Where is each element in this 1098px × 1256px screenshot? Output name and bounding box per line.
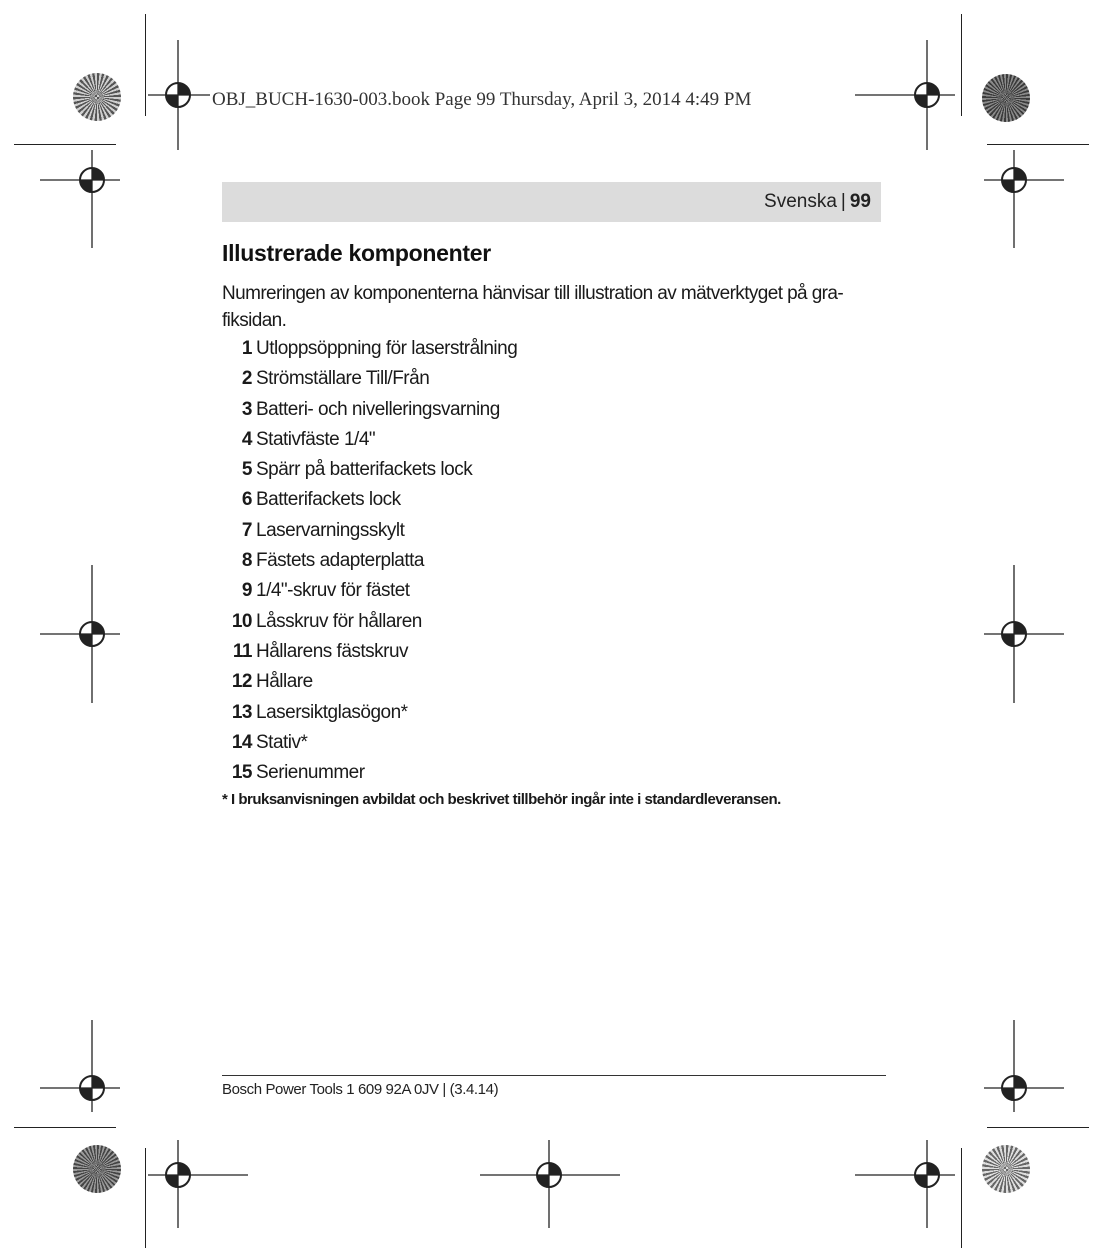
list-item [222, 546, 517, 576]
item-label: Batteri- och nivelleringsvarning [256, 398, 500, 420]
list-item [222, 395, 517, 425]
rosette-icon [982, 74, 1030, 122]
registration-mark-icon [855, 40, 975, 150]
registration-mark-icon [40, 1020, 150, 1130]
item-label: Lasersiktglasögon* [256, 701, 408, 723]
item-label: Strömställare Till/Från [256, 368, 430, 390]
list-item [222, 637, 517, 667]
header-language: Svenska [764, 191, 837, 212]
registration-mark-icon [960, 1020, 1070, 1130]
list-item [222, 334, 517, 364]
list-item [222, 516, 517, 546]
item-number: 7 [241, 519, 252, 541]
page-number: 99 [849, 191, 871, 212]
item-number: 2 [241, 368, 252, 390]
item-label: Hållare [256, 671, 313, 693]
registration-mark-icon [40, 120, 150, 250]
list-item [222, 758, 517, 788]
item-label: Hållarens fästskruv [256, 640, 409, 662]
registration-mark-icon [480, 1130, 620, 1230]
book-file-header: OBJ_BUCH-1630-003.book Page 99 Thursday, April 3, 2014 4:49 PM [212, 89, 752, 110]
item-number: 9 [241, 580, 252, 602]
list-item [222, 728, 517, 758]
header-separator: | [840, 191, 846, 212]
running-header-text [764, 191, 871, 213]
rosette-icon [73, 73, 121, 121]
item-label: Låsskruv för hållaren [256, 610, 422, 632]
item-number: 12 [231, 671, 252, 693]
item-number: 6 [241, 489, 252, 511]
running-header [222, 182, 881, 222]
list-item [222, 455, 517, 485]
item-number: 3 [241, 398, 252, 420]
item-number: 15 [231, 762, 252, 784]
registration-mark-icon [130, 1130, 250, 1230]
registration-mark-icon [960, 565, 1070, 705]
item-number: 5 [241, 459, 252, 481]
list-item [222, 364, 517, 394]
item-label: Spärr på batterifackets lock [256, 459, 473, 481]
list-item [222, 576, 517, 606]
list-item [222, 425, 517, 455]
list-item [222, 485, 517, 515]
item-number: 13 [231, 701, 252, 723]
item-label: Serienummer [256, 762, 365, 784]
item-number: 1 [241, 338, 252, 359]
registration-mark-icon [40, 565, 150, 705]
list-item [222, 667, 517, 697]
item-label: Stativfäste 1/4" [256, 428, 376, 450]
item-number: 14 [231, 731, 252, 753]
list-item [222, 607, 517, 637]
rosette-icon [73, 1145, 121, 1193]
item-label: Batterifackets lock [256, 489, 401, 511]
component-list [222, 334, 517, 788]
registration-mark-icon [960, 120, 1070, 250]
item-label: Utloppsöppning för laserstrålning [256, 338, 518, 359]
item-number: 11 [232, 640, 252, 662]
item-label: Stativ* [256, 731, 308, 753]
item-number: 4 [241, 428, 252, 450]
footnote: * I bruksanvisningen avbildat och beskrivet tillbehör ingår inte i standardleveransen. [222, 791, 781, 808]
intro-paragraph: Numreringen av komponenterna hänvisar till illustration av mätverktyget på gra-fiksidan. [222, 283, 844, 331]
item-label: Laservarningsskylt [256, 519, 405, 541]
registration-mark-icon [855, 1130, 975, 1230]
footer-divider [222, 1075, 886, 1076]
item-number: 10 [231, 610, 252, 632]
page-footer: Bosch Power Tools 1 609 92A 0JV | (3.4.14) [222, 1081, 499, 1098]
list-item [222, 698, 517, 728]
item-label: 1/4"-skruv för fästet [256, 580, 410, 602]
section-title: Illustrerade komponenter [222, 240, 491, 266]
item-label: Fästets adapterplatta [256, 550, 424, 572]
rosette-icon [982, 1145, 1030, 1193]
item-number: 8 [241, 550, 252, 572]
